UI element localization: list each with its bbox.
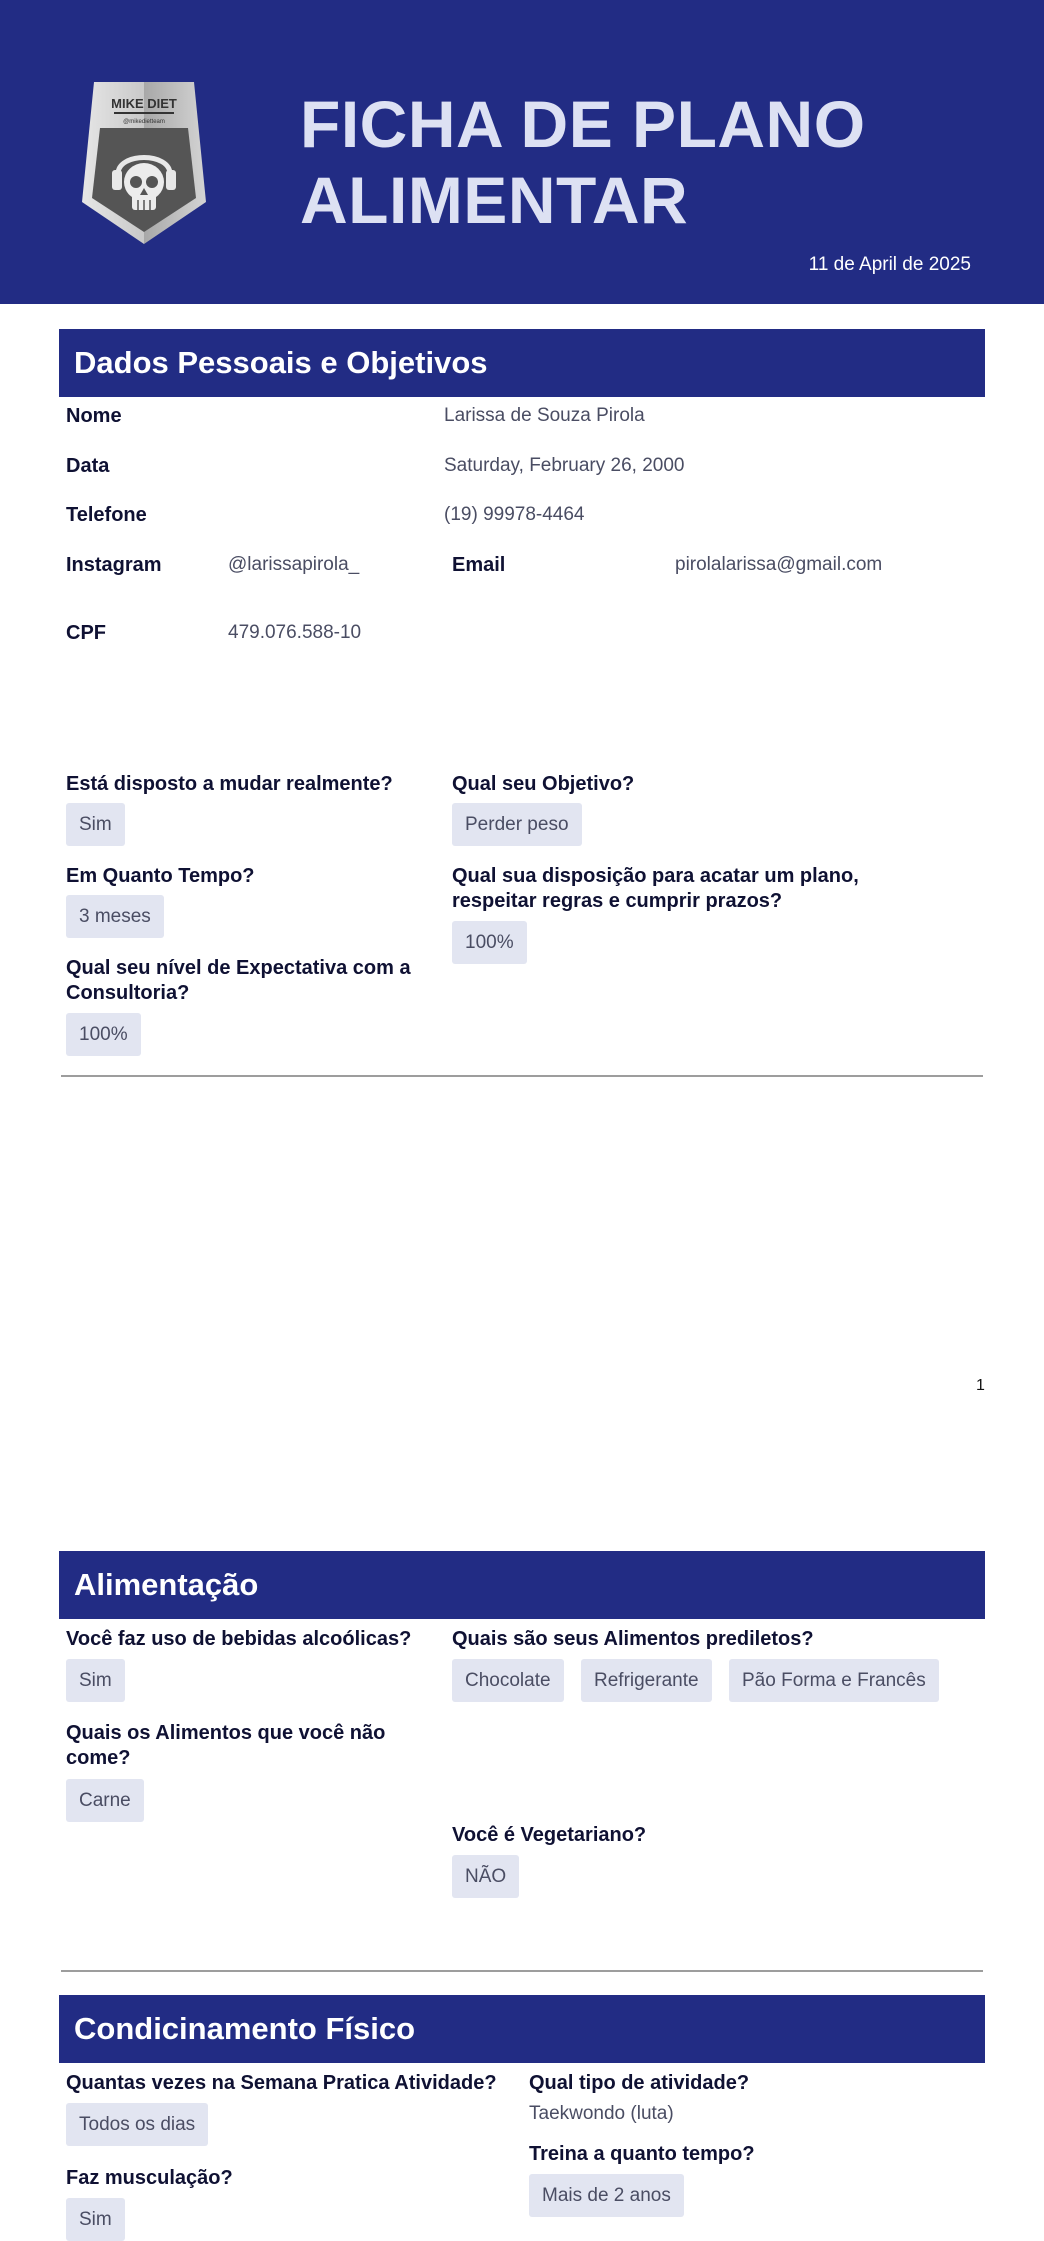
answer-disposition: 100% (452, 921, 527, 964)
question-expectation-line-2: Consultoria? (66, 982, 190, 1004)
question-dislikes-line-1: Quais os Alimentos que você não (66, 1722, 386, 1744)
question-expectation-line-1: Qual seu nível de Expectativa com a (66, 957, 411, 979)
page-header (0, 0, 1044, 304)
mike-diet-logo (80, 80, 208, 246)
question-frequency: Quantas vezes na Semana Pratica Atividade? (66, 2072, 497, 2094)
answer-expectation: 100% (66, 1013, 141, 1056)
answer-vegetarian: NÃO (452, 1855, 519, 1898)
question-alcohol: Você faz uso de bebidas alcoólicas? (66, 1628, 412, 1650)
answer-dislikes: Carne (66, 1779, 144, 1822)
cpf-label: CPF (66, 622, 106, 644)
question-disposition (452, 864, 859, 914)
name-value: Larissa de Souza Pirola (444, 405, 645, 426)
logo-handle: @mikedietteam (123, 119, 165, 125)
section-title-fitness: Condicinamento Físico (59, 1995, 985, 2063)
logo-text: MIKE DIET (111, 96, 177, 111)
instagram-label: Instagram (66, 554, 162, 576)
answer-change: Sim (66, 803, 125, 846)
date-value: Saturday, February 26, 2000 (444, 455, 685, 476)
section-divider (61, 1075, 983, 1077)
instagram-value: @larissapirola_ (228, 554, 360, 575)
name-label: Nome (66, 405, 122, 427)
favorite-food-chip: Chocolate (452, 1659, 564, 1702)
question-change: Está disposto a mudar realmente? (66, 773, 393, 795)
date-label: Data (66, 455, 110, 477)
page-number: 1 (976, 1377, 985, 1394)
cpf-value: 479.076.588-10 (228, 622, 362, 643)
favorite-food-chip: Pão Forma e Francês (729, 1659, 939, 1702)
email-label: Email (452, 554, 506, 576)
section-title-personal: Dados Pessoais e Objetivos (59, 329, 985, 397)
question-objective: Qual seu Objetivo? (452, 773, 635, 795)
question-disposition-line-1: Qual sua disposição para acatar um plano, (452, 865, 859, 887)
email-value: pirolalarissa@gmail.com (675, 554, 883, 575)
answer-frequency: Todos os dias (66, 2103, 208, 2146)
answer-weights: Sim (66, 2198, 125, 2241)
question-favorites: Quais são seus Alimentos prediletos? (452, 1628, 814, 1650)
favorite-food-chip: Refrigerante (581, 1659, 712, 1702)
phone-value: (19) 99978-4464 (444, 504, 585, 525)
question-activity: Qual tipo de atividade? (529, 2072, 750, 2094)
answer-objective: Perder peso (452, 803, 582, 846)
answer-alcohol: Sim (66, 1659, 125, 1702)
question-vegetarian: Você é Vegetariano? (452, 1824, 647, 1846)
question-time: Em Quanto Tempo? (66, 865, 255, 887)
question-disposition-line-2: respeitar regras e cumprir prazos? (452, 890, 783, 912)
question-expectation (66, 956, 411, 1006)
answer-time: 3 meses (66, 895, 164, 938)
section-divider (61, 1970, 983, 1972)
header-date: 11 de April de 2025 (808, 254, 971, 275)
question-duration: Treina a quanto tempo? (529, 2143, 755, 2165)
title-line-1: FICHA DE PLANO (300, 87, 866, 161)
phone-label: Telefone (66, 504, 147, 526)
page-title (300, 86, 1000, 238)
question-dislikes (66, 1721, 385, 1771)
question-dislikes-line-2: come? (66, 1747, 131, 1769)
section-title-food: Alimentação (59, 1551, 985, 1619)
title-line-2: ALIMENTAR (300, 163, 689, 237)
question-weights: Faz musculação? (66, 2167, 233, 2189)
answer-activity: Taekwondo (luta) (529, 2103, 674, 2124)
answer-duration: Mais de 2 anos (529, 2174, 684, 2217)
